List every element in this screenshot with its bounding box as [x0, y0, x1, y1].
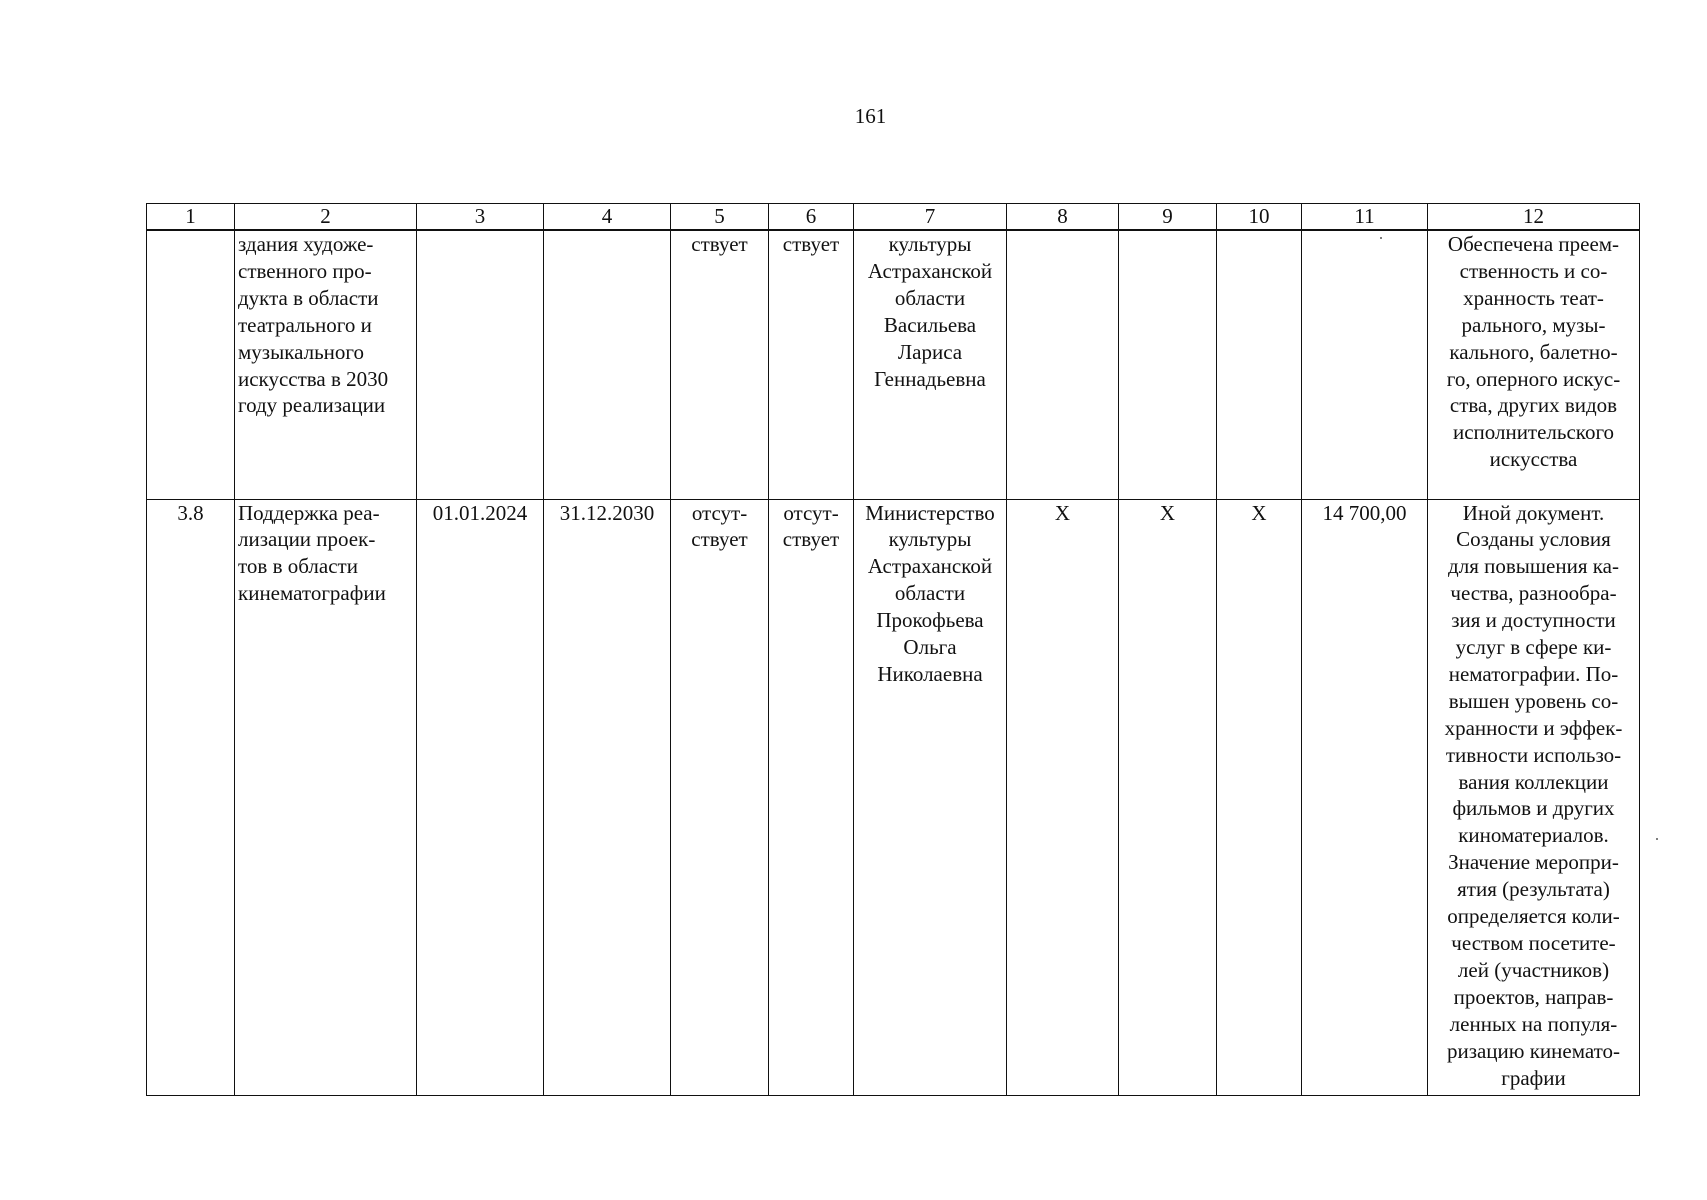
cell-number	[147, 230, 235, 499]
cell-col8: X	[1007, 499, 1119, 1095]
column-header: 1	[147, 204, 235, 231]
column-header: 10	[1217, 204, 1302, 231]
column-number-header-row	[147, 204, 1640, 231]
cell-amount: 14 700,00	[1302, 499, 1428, 1095]
cell-measure-name: Поддержка реа- лизации проек- тов в области кинематографии	[235, 499, 417, 1095]
cell-col10	[1217, 230, 1302, 499]
table-row-3-8	[147, 499, 1640, 1095]
cell-measure-name: здания художе- ственного про- дукта в области театрального и музыкального искусства в 2030 году реализации	[235, 230, 417, 499]
table-row-continued	[147, 230, 1640, 499]
cell-col9	[1119, 230, 1217, 499]
scan-speck	[1380, 237, 1382, 239]
cell-col6: отсут- ствует	[769, 499, 854, 1095]
column-header: 7	[854, 204, 1007, 231]
column-header: 4	[544, 204, 671, 231]
cell-result-description: Иной документ. Созданы условия для повышения ка- чества, разнообра- зия и доступности услуг в сфере ки- нематографии. По- вышен уровень со- хранности и эффек- тивности использо- вания коллекции фильмов и других киноматериалов. Значение меропри- ятия (результата) определяется коли- чеством посетите- лей (участников) проектов, направ- ленных на популя- ризацию кинемато- графии	[1428, 499, 1640, 1095]
cell-col5: отсут- ствует	[671, 499, 769, 1095]
column-header: 9	[1119, 204, 1217, 231]
column-header: 11	[1302, 204, 1428, 231]
cell-col6: ствует	[769, 230, 854, 499]
scan-speck	[1656, 838, 1658, 840]
cell-col9: X	[1119, 499, 1217, 1095]
measures-table	[146, 203, 1640, 1096]
column-header: 8	[1007, 204, 1119, 231]
cell-amount	[1302, 230, 1428, 499]
page-number: 161	[854, 104, 887, 128]
cell-col8	[1007, 230, 1119, 499]
cell-responsible: Министерство культуры Астраханской области Прокофьева Ольга Николаевна	[854, 499, 1007, 1095]
cell-end-date: 31.12.2030	[544, 499, 671, 1095]
cell-responsible: культуры Астраханской области Васильева Лариса Геннадьевна	[854, 230, 1007, 499]
cell-result-description: Обеспечена преем- ственность и со- хранность теат- рального, музы- кального, балетно- го, оперного искус- ства, других видов исполнительского искусства	[1428, 230, 1640, 499]
cell-start-date	[417, 230, 544, 499]
column-header: 5	[671, 204, 769, 231]
cell-end-date	[544, 230, 671, 499]
cell-col10: X	[1217, 499, 1302, 1095]
cell-start-date: 01.01.2024	[417, 499, 544, 1095]
cell-col5: ствует	[671, 230, 769, 499]
column-header: 2	[235, 204, 417, 231]
column-header: 3	[417, 204, 544, 231]
cell-number: 3.8	[147, 499, 235, 1095]
column-header: 12	[1428, 204, 1640, 231]
column-header: 6	[769, 204, 854, 231]
